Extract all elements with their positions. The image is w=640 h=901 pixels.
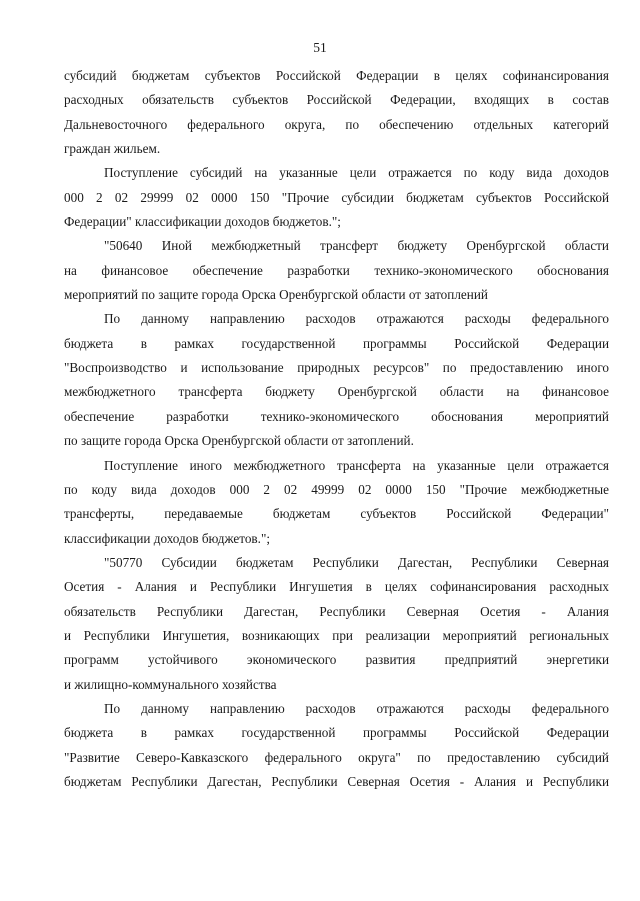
text-line: бюджета в рамках государственной программы Российской Федерации bbox=[64, 725, 609, 741]
text-line: межбюджетного трансферта бюджету Оренбургской области на финансовое bbox=[64, 384, 609, 400]
text-line: 000 2 02 29999 02 0000 150 "Прочие субсидии бюджетам субъектов Российской bbox=[64, 189, 609, 205]
paragraph bbox=[64, 551, 609, 697]
text-line: Поступление иного межбюджетного трансферта на указанные цели отражается bbox=[104, 457, 609, 473]
paragraph bbox=[64, 234, 609, 307]
text-line: обязательств Республики Дагестан, Республики Северная Осетия - Алания bbox=[64, 603, 609, 619]
text-line: По данному направлению расходов отражаются расходы федерального bbox=[104, 311, 609, 327]
text-line: Дальневосточного федерального округа, по обеспечению отдельных категорий bbox=[64, 116, 609, 132]
text-line: трансферты, передаваемые бюджетам субъектов Российской Федерации" bbox=[64, 506, 609, 522]
text-line: программ устойчивого экономического развития предприятий энергетики bbox=[64, 652, 609, 668]
paragraph bbox=[64, 64, 609, 161]
text-line: Поступление субсидий на указанные цели отражается по коду вида доходов bbox=[104, 165, 609, 181]
paragraph bbox=[64, 307, 609, 453]
paragraph bbox=[64, 161, 609, 234]
text-line: обеспечение разработки технико-экономического обоснования мероприятий bbox=[64, 408, 609, 424]
text-line: и жилищно-коммунального хозяйства bbox=[64, 676, 277, 692]
text-line: по защите города Орска Оренбургской области от затоплений. bbox=[64, 433, 414, 449]
text-line: мероприятий по защите города Орска Оренбургской области от затоплений bbox=[64, 287, 488, 303]
document-body bbox=[64, 64, 609, 794]
text-line: Осетия - Алания и Республики Ингушетия в целях софинансирования расходных bbox=[64, 579, 609, 595]
text-line: "Воспроизводство и использование природных ресурсов" по предоставлению иного bbox=[64, 360, 609, 376]
text-line: расходных обязательств субъектов Российской Федерации, входящих в состав bbox=[64, 92, 609, 108]
paragraph bbox=[64, 454, 609, 551]
page-number: 51 bbox=[313, 40, 327, 55]
text-line: бюджетам Республики Дагестан, Республики Северная Осетия - Алания и Республики bbox=[64, 773, 609, 789]
text-line: Федерации" классификации доходов бюджетов."; bbox=[64, 214, 341, 230]
paragraph bbox=[64, 697, 609, 794]
text-line: "50640 Иной межбюджетный трансферт бюджету Оренбургской области bbox=[104, 238, 609, 254]
text-line: по коду вида доходов 000 2 02 49999 02 0000 150 "Прочие межбюджетные bbox=[64, 481, 609, 497]
text-line: классификации доходов бюджетов."; bbox=[64, 530, 270, 546]
text-line: и Республики Ингушетия, возникающих при реализации мероприятий региональных bbox=[64, 627, 609, 643]
text-line: "Развитие Северо-Кавказского федерального округа" по предоставлению субсидий bbox=[64, 749, 609, 765]
text-line: "50770 Субсидии бюджетам Республики Дагестан, Республики Северная bbox=[104, 554, 609, 570]
text-line: на финансовое обеспечение разработки технико-экономического обоснования bbox=[64, 262, 609, 278]
text-line: граждан жильем. bbox=[64, 141, 161, 157]
text-line: По данному направлению расходов отражаются расходы федерального bbox=[104, 700, 609, 716]
text-line: бюджета в рамках государственной программы Российской Федерации bbox=[64, 335, 609, 351]
text-line: субсидий бюджетам субъектов Российской Федерации в целях софинансирования bbox=[64, 68, 609, 83]
